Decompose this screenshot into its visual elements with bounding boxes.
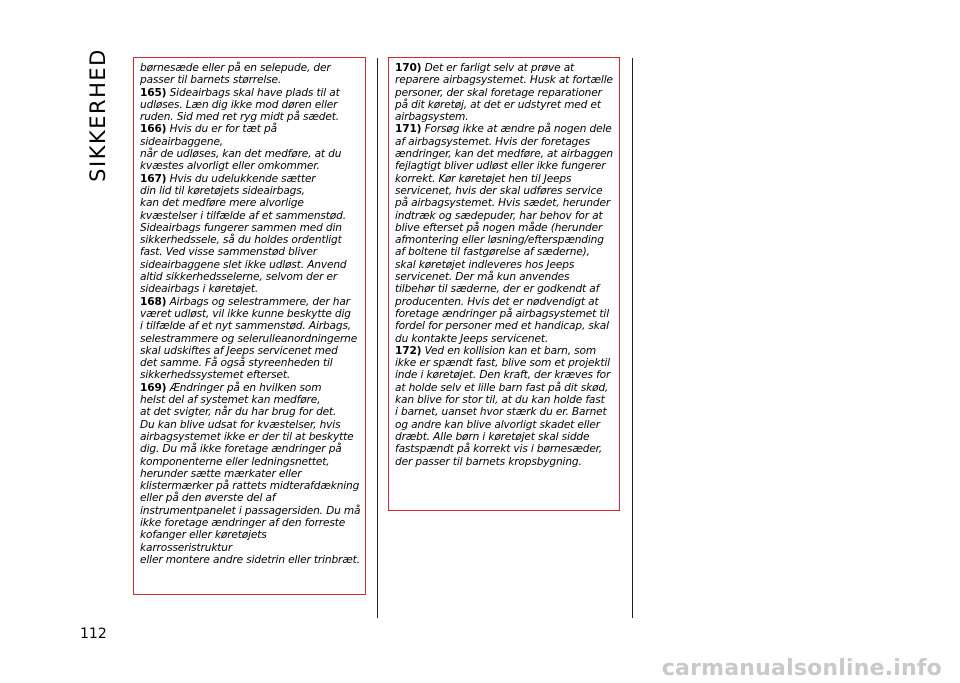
warning-number: 169) [140,381,167,394]
warning-text: Airbags og selestrammere, der har været udløst, vil ikke kunne beskytte dig i tilfælde af et nyt sammenstød. Airbags, selestrammere og selerulleanordningerne skal udskiftes af Jeeps servicenet med det samme. Få også styreenheden til sikkerhedssystemet efterset. [140,295,358,382]
warning-text: Det er farligt selv at prøve at reparere airbagsystemet. Husk at fortælle personer, der skal foretage reparationer på dit køretøj, at det er udstyret med et airbagsystem. [395,62,613,124]
warning-paragraph-171 [395,123,615,344]
warning-number: 168) [140,295,167,308]
warning-number: 165) [140,86,167,99]
warning-text: Hvis du udelukkende sætter din lid til køretøjets sideairbags, kan det medføre mere alvorlige kvæstelser i tilfælde af et sammenstød. Sideairbags fungerer sammen med din sikkerhedssele, så du holdes ordentligt fast. Ved visse sammenstød bliver sideairbaggene slet ikke udløst. Anvend altid sikkerhedsselerne, selvom der er sideairbags i køretøjet. [140,172,347,296]
warning-number: 172) [395,344,422,357]
section-title [82,50,114,180]
page-number: 112 [80,626,107,642]
warning-text: Forsøg ikke at ændre på nogen dele af airbagsystemet. Hvis der foretages ændringer, kan det medføre, at airbaggen fejlagtigt bliver udløst eller ikke fungerer korrekt. Kør køretøjet hen til Jeeps servicenet, hvis der skal udføres service på airbagsystemet. Hvis sædet, herunder indtræk og sædepuder, har behov for at blive efterset på nogen måde (herunder afmontering eller løsning/efterspænding af boltene til fastgørelse af sæderne), skal køretøjet indleveres hos Jeeps servicenet. Der må kun anvendes tilbehør til sæderne, der er godkendt af producenten. Hvis det er nødvendigt at foretage ændringer på airbagsystemet til fordel for personer med et handicap, skal du kontakte Jeeps servicenet. [395,123,613,345]
warning-text: Sideairbags skal have plads til at udløses. Læn dig ikke mod døren eller ruden. Sid med ret ryg midt på sædet. [140,86,340,124]
warning-paragraph-166 [140,123,361,172]
column-divider-right [632,58,633,618]
warning-paragraph-168 [140,296,361,382]
warning-paragraph-165 [140,87,361,124]
warning-text: Hvis du er for tæt på sideairbaggene, når de udløses, kan det medføre, at du kvæstes alvorligt eller omkommer. [140,123,342,173]
warning-number: 170) [395,62,422,74]
section-title-text: SIKKERHED [86,48,110,182]
warning-number: 166) [140,123,167,136]
warning-number: 171) [395,123,422,136]
watermark: carmanualsonline.info [661,656,942,681]
warning-box-right [388,57,620,511]
column-divider-left [377,58,378,618]
warning-paragraph-167 [140,173,361,296]
warning-number: 167) [140,172,167,185]
warning-paragraph-169 [140,382,361,566]
warning-paragraph-170 [395,62,615,123]
warning-text: Ændringer på en hvilken som helst del af systemet kan medføre, at det svigter, når du har brug for det. Du kan blive udsat for kvæstelser, hvis airbagsystemet ikke er der til at beskytte dig. Du må ikke foretage ændringer på komponenterne eller ledningsnettet, herunder sætte mærkater eller klistermærker på rattets midterafdækning eller på den øverste del af instrumentpanelet i passagersiden. Du må ikke foretage ændringer af den forreste kofanger eller køretøjets karrosseristruktur eller montere andre sidetrin eller trinbræt. [140,381,361,566]
warning-text: Ved en kollision kan et barn, som ikke er spændt fast, blive som et projektil inde i køretøjet. Den kraft, der kræves for at holde selv et lille barn fast på dit skød, kan blive for stor til, at du kan holde fast i barnet, uanset hvor stærk du er. Barnet og andre kan blive alvorligt skadet eller dræbt. Alle børn i køretøjet skal sidde fastspændt på korrekt vis i børnesæder, der passer til barnets kropsbygning. [395,344,611,468]
warning-paragraph-172 [395,345,615,468]
warning-box-left [133,57,366,595]
warning-intro: børnesæde eller på en selepude, der passer til barnets størrelse. [140,62,331,87]
